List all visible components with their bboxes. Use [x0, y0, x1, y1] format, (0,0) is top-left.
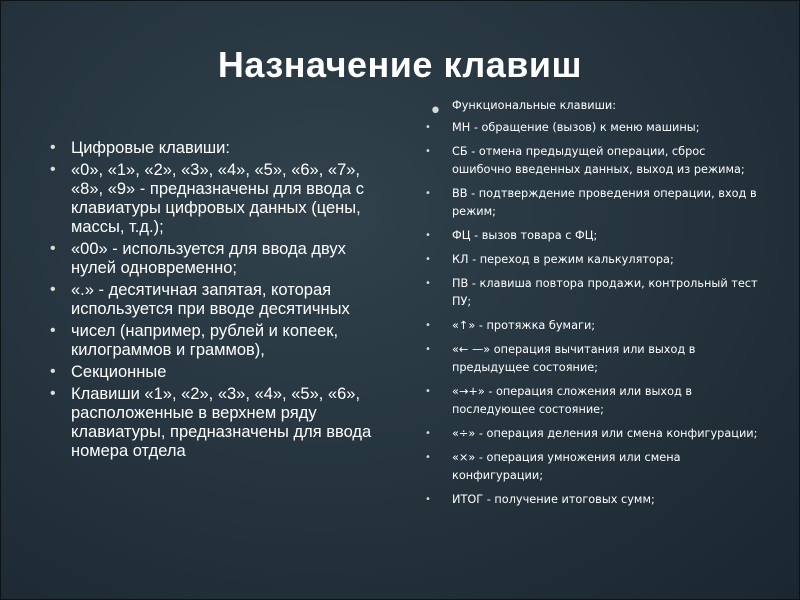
right-item-text: ФЦ - вызов товара с ФЦ;: [452, 229, 598, 242]
right-list-item: [423, 251, 768, 269]
right-item-text: «→+» - операция сложения или выход в последующее состояние;: [452, 385, 693, 416]
right-list-item: [423, 97, 768, 124]
bullet-icon: •: [425, 188, 431, 199]
bullet-icon: •: [425, 452, 431, 463]
bullet-icon: •: [425, 122, 431, 133]
bullet-icon: •: [429, 99, 442, 124]
bullet-icon: •: [425, 320, 431, 331]
left-item-text: «0», «1», «2», «3», «4», «5», «6», «7», «8», «9» - предназначены для ввода с клавиатуры цифровых данных (цены, массы, т.д.);: [71, 161, 364, 236]
bullet-icon: •: [425, 494, 431, 505]
right-item-text: Функциональные клавиши:: [452, 99, 617, 112]
left-list-item: [50, 385, 395, 461]
slide-title: Назначение клавиш: [217, 44, 583, 85]
bullet-icon: •: [425, 146, 431, 157]
right-item-text: ВВ - подтверждение проведения операции, вход в режим;: [452, 187, 757, 218]
right-list-item: [423, 227, 768, 245]
left-item-text: Секционные: [71, 363, 167, 381]
right-list-item: [423, 185, 768, 221]
right-item-text: ПВ - клавиша повтора продажи, контрольный тест ПУ;: [452, 277, 758, 308]
left-list-item: [50, 322, 395, 360]
right-list-item: [423, 383, 768, 419]
right-list-item: [423, 317, 768, 335]
right-item-text: «÷» - операция деления или смена конфигурации;: [452, 427, 758, 440]
bullet-icon: •: [425, 344, 431, 355]
right-bullet-list: [423, 97, 768, 515]
bullet-icon: •: [50, 385, 56, 402]
right-item-text: ИТОГ - получение итоговых сумм;: [452, 493, 655, 506]
bullet-icon: •: [425, 428, 431, 439]
right-list-item: [423, 143, 768, 179]
bullet-icon: •: [425, 230, 431, 241]
bullet-icon: •: [425, 278, 431, 289]
right-list-item: [423, 491, 768, 509]
bullet-icon: •: [50, 363, 56, 380]
left-list-item: [50, 281, 395, 319]
bullet-icon: •: [425, 386, 431, 397]
right-list-item: [423, 341, 768, 377]
left-item-text: «00» - используется для ввода двух нулей одновременно;: [71, 240, 346, 277]
left-item-text: «.» - десятичная запятая, которая используется при вводе десятичных: [71, 281, 350, 318]
left-bullet-list: [50, 139, 395, 464]
right-item-text: «← —» операция вычитания или выход в предыдущее состояние;: [452, 343, 696, 374]
left-item-text: Клавиши «1», «2», «3», «4», «5», «6», расположенные в верхнем ряду клавиатуры, предназначены для ввода номера отдела: [71, 385, 372, 460]
bullet-icon: •: [50, 139, 56, 156]
bullet-icon: •: [50, 161, 56, 178]
right-item-text: «↑» - протяжка бумаги;: [452, 319, 596, 332]
left-item-text: Цифровые клавиши:: [71, 139, 230, 157]
right-item-text: МН - обращение (вызов) к меню машины;: [452, 121, 700, 134]
right-list-item: [423, 119, 768, 137]
bullet-icon: •: [50, 281, 56, 298]
bullet-icon: •: [50, 240, 56, 257]
left-item-text: чисел (например, рублей и копеек, килограммов и граммов),: [71, 322, 339, 359]
left-list-item: [50, 161, 395, 237]
bullet-icon: •: [425, 254, 431, 265]
right-list-item: [423, 275, 768, 311]
right-item-text: СБ - отмена предыдущей операции, сброс ошибочно введенных данных, выход из режима;: [452, 145, 745, 176]
left-list-item: [50, 240, 395, 278]
right-item-text: КЛ - переход в режим калькулятора;: [452, 253, 674, 266]
right-list-item: [423, 425, 768, 443]
left-list-item: [50, 139, 395, 158]
right-list-item: [423, 449, 768, 485]
left-list-item: [50, 363, 395, 382]
right-item-text: «×» - операция умножения или смена конфигурации;: [452, 451, 681, 482]
bullet-icon: •: [50, 322, 56, 339]
